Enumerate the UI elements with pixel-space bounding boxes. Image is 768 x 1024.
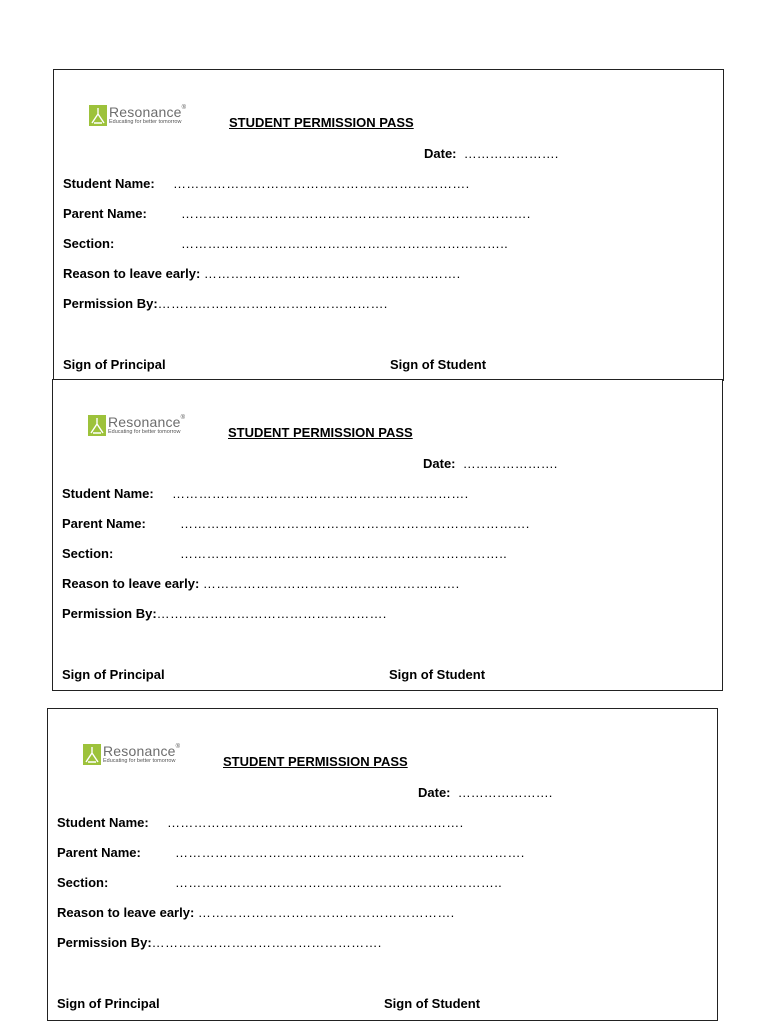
field-label: Permission By: (57, 935, 152, 950)
field-dots: …………………………………………………………. (173, 176, 470, 191)
parent-name-field (57, 845, 525, 860)
permission-by-field (57, 935, 382, 950)
parent-name-field (63, 206, 531, 221)
registered-mark: ® (180, 415, 186, 421)
sign-principal-label: Sign of Principal (57, 996, 160, 1011)
field-label: Student Name: (63, 176, 155, 191)
reason-field (63, 266, 461, 281)
sign-principal-label: Sign of Principal (62, 667, 165, 682)
logo-tagline: Educating for better tomorrow (109, 119, 182, 125)
logo-name: Resonance (108, 414, 181, 430)
field-dots: ……………………………………………. (157, 296, 388, 311)
permission-pass-3 (47, 708, 718, 1021)
permission-by-field (63, 296, 388, 311)
pass-title: STUDENT PERMISSION PASS (228, 425, 413, 440)
resonance-logo (88, 415, 185, 437)
registered-mark: ® (181, 105, 187, 111)
sign-student-label: Sign of Student (384, 996, 481, 1011)
date-dots: …………………. (457, 785, 553, 800)
field-label: Student Name: (57, 815, 149, 830)
reason-field (62, 576, 460, 591)
field-dots: ……………………………………………………………….. (181, 236, 509, 251)
field-label: Parent Name: (63, 206, 147, 221)
field-dots: ……………………………………………………………………. (180, 516, 530, 531)
date-dots: …………………. (462, 456, 558, 471)
field-dots: ……………………………………………………………………. (181, 206, 531, 221)
logo-mark-icon (83, 744, 101, 765)
section-field (62, 546, 508, 561)
field-label: Student Name: (62, 486, 154, 501)
logo-tagline: Educating for better tomorrow (108, 429, 181, 435)
sign-student-label: Sign of Student (389, 667, 486, 682)
parent-name-field (62, 516, 530, 531)
field-dots: ……………………………………………………………………. (175, 845, 525, 860)
permission-pass-1 (53, 69, 724, 381)
date-label: Date: (424, 146, 457, 161)
pass-title: STUDENT PERMISSION PASS (229, 115, 414, 130)
student-name-field (62, 486, 469, 501)
sign-student-label: Sign of Student (390, 357, 487, 372)
field-label: Permission By: (63, 296, 158, 311)
field-label: Reason to leave early: (63, 266, 201, 281)
field-label: Permission By: (62, 606, 157, 621)
field-label: Parent Name: (62, 516, 146, 531)
reason-field (57, 905, 455, 920)
logo-mark-icon (89, 105, 107, 126)
resonance-logo (89, 105, 186, 127)
resonance-logo (83, 744, 180, 766)
field-dots: ……………………………………………. (156, 606, 387, 621)
field-label: Reason to leave early: (57, 905, 195, 920)
registered-mark: ® (175, 744, 181, 750)
date-field (418, 785, 552, 800)
field-label: Section: (63, 236, 115, 251)
field-label: Section: (62, 546, 114, 561)
date-field (423, 456, 557, 471)
field-label: Reason to leave early: (62, 576, 200, 591)
field-dots: …………………………………………………………. (172, 486, 469, 501)
field-label: Section: (57, 875, 109, 890)
field-dots: …………………………………………………. (202, 576, 460, 591)
date-dots: …………………. (463, 146, 559, 161)
field-dots: …………………………………………………. (197, 905, 455, 920)
date-field (424, 146, 558, 161)
permission-pass-2 (52, 379, 723, 691)
field-dots: ……………………………………………………………….. (180, 546, 508, 561)
student-name-field (57, 815, 464, 830)
section-field (57, 875, 503, 890)
field-label: Parent Name: (57, 845, 141, 860)
logo-tagline: Educating for better tomorrow (103, 758, 176, 764)
field-dots: ……………………………………………………………….. (175, 875, 503, 890)
field-dots: …………………………………………………. (203, 266, 461, 281)
logo-mark-icon (88, 415, 106, 436)
section-field (63, 236, 509, 251)
date-label: Date: (418, 785, 451, 800)
logo-name: Resonance (103, 743, 176, 759)
pass-title: STUDENT PERMISSION PASS (223, 754, 408, 769)
student-name-field (63, 176, 470, 191)
field-dots: ……………………………………………. (151, 935, 382, 950)
date-label: Date: (423, 456, 456, 471)
permission-by-field (62, 606, 387, 621)
sign-principal-label: Sign of Principal (63, 357, 166, 372)
field-dots: …………………………………………………………. (167, 815, 464, 830)
logo-name: Resonance (109, 104, 182, 120)
